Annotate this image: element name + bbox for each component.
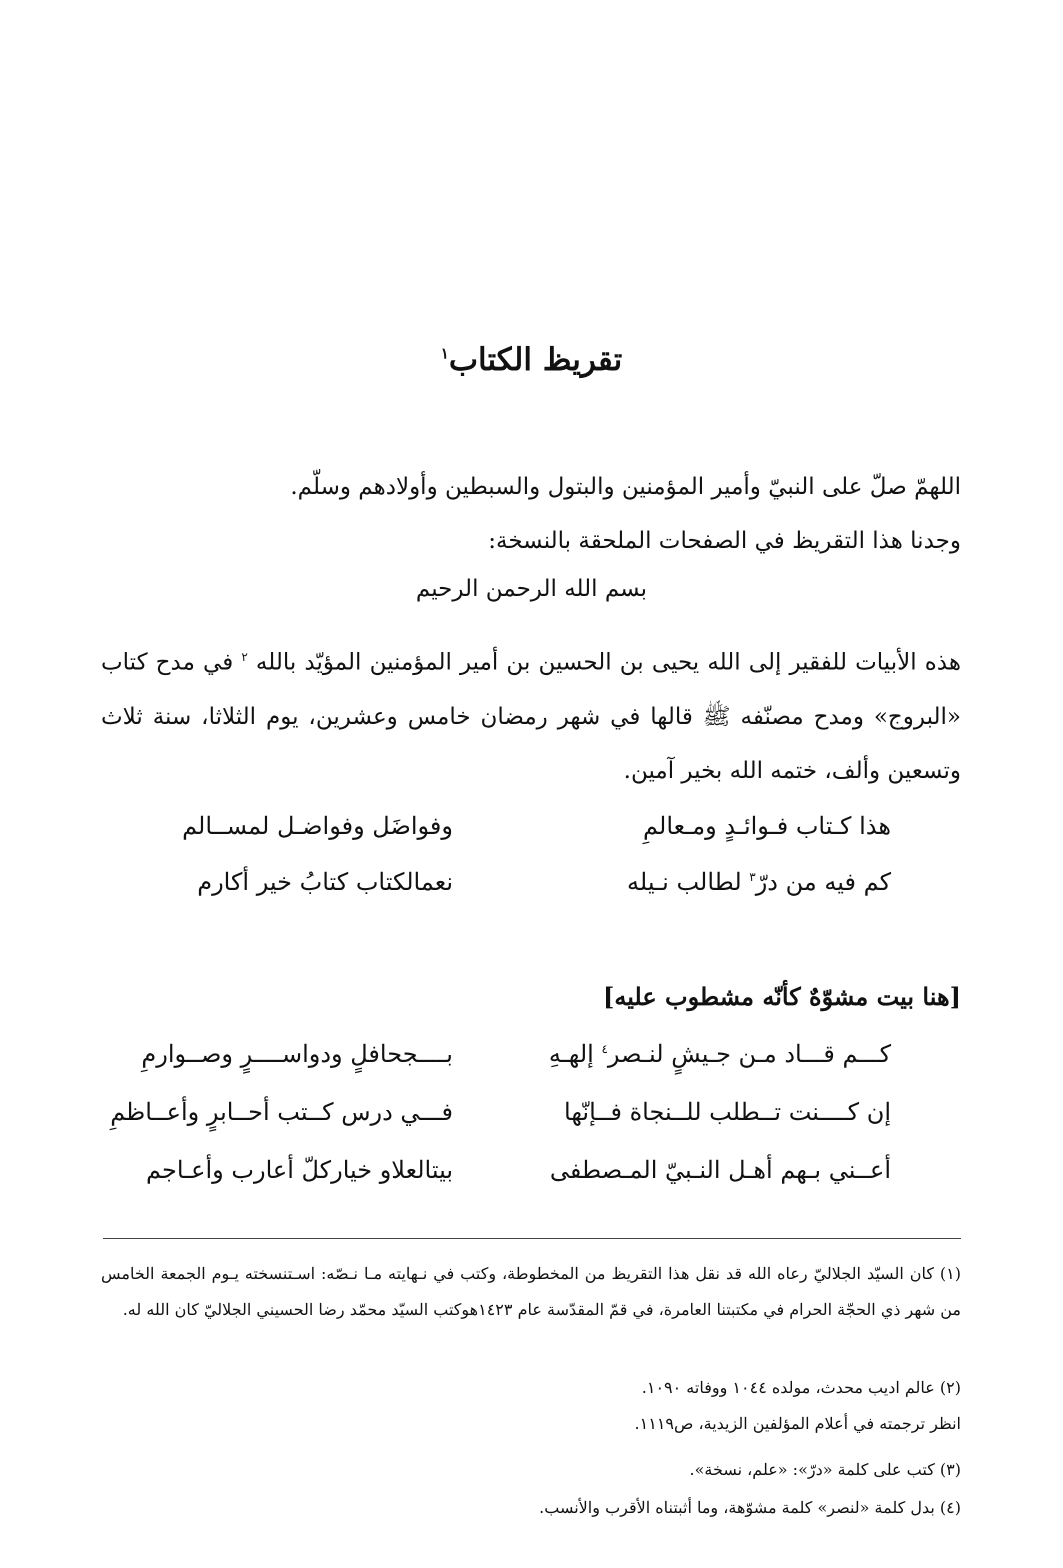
footnote-ref-4: ٤ xyxy=(601,1042,608,1056)
verse-2-text-a: كم فيه من درّ xyxy=(755,868,891,896)
intro-line: وجدنا هذا التقريظ في الصفحات الملحقة بالنسخة: xyxy=(488,528,961,554)
verses-introduction xyxy=(101,630,961,798)
verse-3-second-hemistich: بــــجحافلٍ ودواســــرٍ وصــوارمِ xyxy=(141,1040,453,1068)
footnote-separator xyxy=(103,1238,961,1239)
footnote-1: (١) كان السيّد الجلاليّ رعاه الله قد نقل هذا التقريظ من المخطوطة، وكتب في نـهايته مـا نـصّه: اسـتنسخته يـوم الجمعة الخامس من شهر ذي الحجّة الحرام في مكتبتنا العامرة، في قمّ المقدّسة عام ١٤٢٣هوكتب السيّد محمّد رضا الحسيني الجلاليّ كان الله له. xyxy=(101,1264,961,1319)
page-title-text: تقريظ الكتاب xyxy=(448,342,623,378)
section-note: [هنا بيت مشوّهٌ كأنّه مشطوب عليه] xyxy=(602,982,961,1011)
footnote-ref-1: ١ xyxy=(440,344,449,363)
footnote-2: (٢) عالم اديب محدث، مولده ١٠٤٤ ووفاته ١٠٩٠. xyxy=(641,1378,961,1397)
verse-3-text-a: كـــم قـــاد مـن جـيشٍ لنـصر xyxy=(607,1040,891,1068)
verse-1-first-hemistich: هذا كـتاب فـوائـدٍ ومـعالمِ xyxy=(643,812,891,840)
footnote-ref-3: ٣ xyxy=(749,870,756,884)
verse-1-second-hemistich: وفواضَل وفواضـل لمســالم xyxy=(182,812,453,840)
verse-2-text-b: لطالب نـيله xyxy=(627,868,750,896)
footnote-2-reference: انظر ترجمته في أعلام المؤلفين الزيدية، ص١١١٩. xyxy=(634,1414,961,1433)
verse-2-second-hemistich: نعمالكتاب كتابُ خير أكارم xyxy=(197,868,453,896)
intro-text-a: هذه الأبيات للفقير إلى الله يحيى بن الحسين بن أمير المؤمنين المؤيّد بالله xyxy=(255,649,962,676)
footnote-4: (٤) بدل كلمة «لنصر» كلمة مشوّهة، وما أثبتناه الأقرب والأنسب. xyxy=(539,1498,961,1517)
verse-4-second-hemistich: فـــي درس كــتب أحــابرٍ وأعــاظمِ xyxy=(110,1098,453,1126)
intro-text-b: في مدح كتاب «البروج» ومدح مصنّفه ﷺ قالها في شهر رمضان خامس وعشرين، يوم الثلاثا، سنة ثلاث وتسعين وألف، ختمه الله بخير آمين. xyxy=(101,649,961,784)
verse-4-first-hemistich: إن كــــنت تــطلب للــنجاة فــإنّها xyxy=(564,1098,891,1126)
page-title xyxy=(0,342,1063,378)
footnote-ref-2: ٢ xyxy=(241,650,248,664)
verse-3-text-b: إلهـهِ xyxy=(548,1040,602,1068)
footnote-3: (٣) كتب على كلمة «درّ»: «علم، نسخة». xyxy=(689,1460,961,1479)
basmala: بسم الله الرحمن الرحيم xyxy=(415,576,648,602)
verse-3-first-hemistich xyxy=(549,1040,891,1068)
opening-prayer: اللهمّ صلّ على النبيّ وأمير المؤمنين والبتول والسبطين وأولادهم وسلّم. xyxy=(290,474,961,500)
verse-5-first-hemistich: أعــني بـهم أهـل النـبيّ المـصطفى xyxy=(549,1156,891,1184)
verse-5-second-hemistich: بيتالعلاو خياركلّ أعارب وأعـاجم xyxy=(146,1156,453,1184)
verse-2-first-hemistich xyxy=(627,868,891,896)
